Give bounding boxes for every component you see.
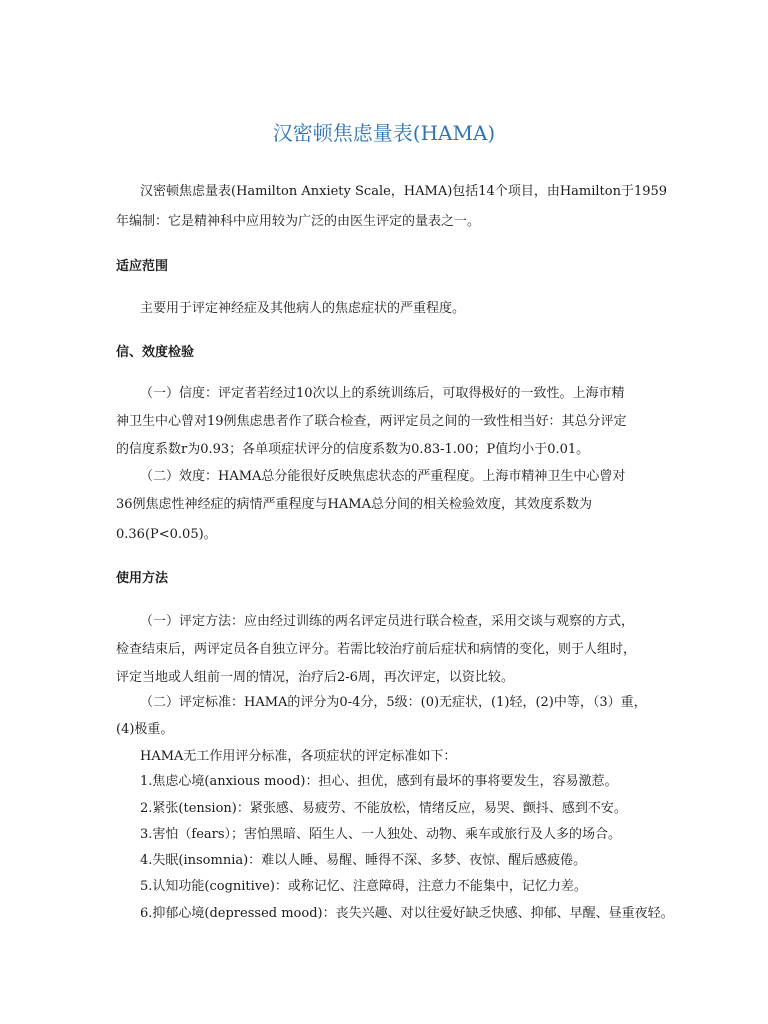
intro-line-1: 汉密顿焦虑量表(Hamilton Anxiety Scale，HAMA)包括14个项目，由Hamilton于1959 <box>140 184 668 199</box>
validity-line-1: （二）效度：HAMA总分能很好反映焦虑状态的严重程度。上海市精神卫生中心曾对 <box>140 469 626 484</box>
usage-line-2: 检查结束后，两评定员各自独立评分。若需比较治疗前后症状和病情的变化，则于人组时， <box>116 642 637 657</box>
symptom-item-5: 5.认知功能(cognitive)：或称记忆、注意障碍，注意力不能集中，记忆力差。 <box>140 879 587 894</box>
symptom-item-6: 6.抑郁心境(depressed mood)：丧失兴趣、对以往爱好缺乏快感、抑郁、早醒、昼重夜轻。 <box>140 906 674 921</box>
symptom-item-2: 2.紧张(tension)：紧张感、易疲劳、不能放松，情绪反应，易哭、颤抖、感到不安。 <box>140 801 627 816</box>
page-title: 汉密顿焦虑量表(HAMA) <box>272 121 496 145</box>
usage-line-5: (4)极重。 <box>116 722 174 737</box>
symptom-item-3: 3.害怕（fears）；害怕黑暗、陌生人、一人独处、动物、乘车或旅行及人多的场合。 <box>140 827 622 842</box>
symptom-item-4: 4.失眠(insomnia)：难以人睡、易醒、睡得不深、多梦、夜惊、醒后感疲倦。 <box>140 853 587 868</box>
usage-line-4: （二）评定标准：HAMA的评分为0-4分，5级：(0)无症状，(1)轻，(2)中等，（3）重， <box>140 695 647 710</box>
validity-line-3: 0.36(P<0.05)。 <box>116 527 217 542</box>
usage-line-1: （一）评定方法：应由经过训练的两名评定员进行联合检查，采用交谈与观察的方式， <box>140 614 635 629</box>
validity-line-2: 36例焦虑性神经症的病情严重程度与HAMA总分间的相关检验效度，其效度系数为 <box>116 497 592 512</box>
section-heading-reliability: 信、效度检验 <box>116 345 195 360</box>
symptom-item-1: 1.焦虑心境(anxious mood)：担心、担优，感到有最坏的事将要发生，容易激惹。 <box>140 774 618 789</box>
section-heading-usage: 使用方法 <box>116 571 169 586</box>
reliability-line-1: （一）信度：评定者若经过10次以上的系统训练后，可取得极好的一致性。上海市精 <box>140 386 625 401</box>
reliability-line-2: 神卫生中心曾对19例焦虑患者作了联合检查，两评定员之间的一致性相当好：其总分评定 <box>116 414 627 429</box>
usage-line-3: 评定当地或人组前一周的情况，治疗后2-6周，再次评定，以资比较。 <box>116 670 514 685</box>
scope-line-1: 主要用于评定神经症及其他病人的焦虑症状的严重程度。 <box>140 301 466 316</box>
usage-line-6: HAMA无工作用评分标准，各项症状的评定标准如下： <box>140 749 457 764</box>
reliability-line-3: 的信度系数r为0.93；各单项症状评分的信度系数为0.83-1.00；P值均小于0.01。 <box>116 442 590 457</box>
intro-line-2: 年编制：它是精神科中应用较为广泛的由医生评定的量表之一。 <box>116 214 481 229</box>
section-heading-scope: 适应范围 <box>116 259 169 274</box>
